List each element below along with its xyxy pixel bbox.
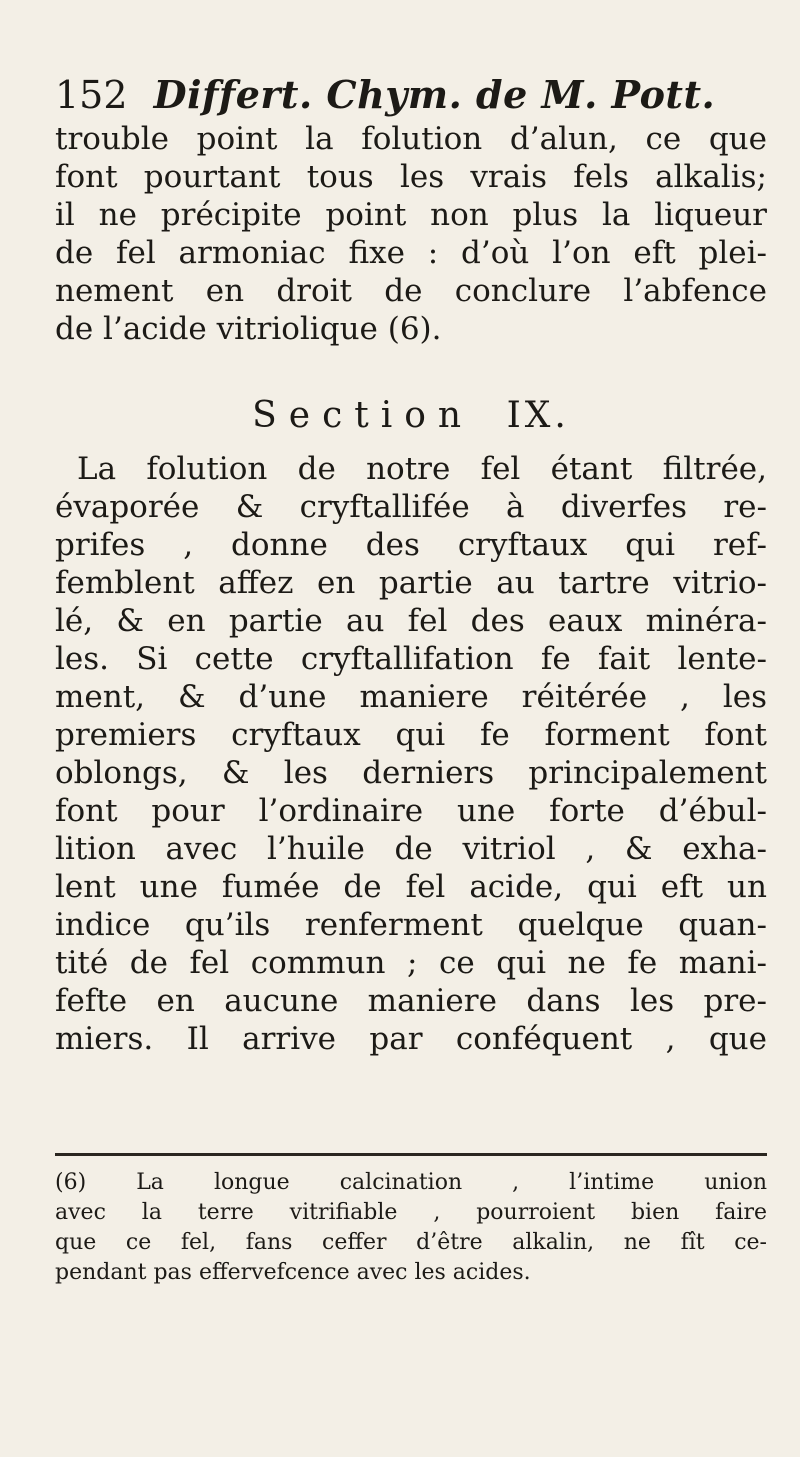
text-line: oblongs, & les derniers principalement xyxy=(55,755,767,791)
text-line: trouble point la folution d’alun, ce que xyxy=(55,121,767,157)
text-line: évaporée & cryftallifée à diverfes re- xyxy=(55,489,767,525)
text-line: miers. Il arrive par conféquent , que xyxy=(55,1021,767,1057)
text-line: lent une fumée de fel acide, qui eft un xyxy=(55,869,767,905)
text-line: nement en droit de conclure l’abfence xyxy=(55,273,767,309)
running-title: Differt. Chym. de M. Pott. xyxy=(153,72,716,117)
text-line: femblent affez en partie au tartre vitrio- xyxy=(55,565,767,601)
footnote-divider xyxy=(55,1153,767,1156)
footnote-line: (6) La longue calcination , l’intime union xyxy=(55,1170,767,1195)
footnote-line: pendant pas effervefcence avec les acides. xyxy=(55,1260,531,1285)
text-line: ment, & d’une maniere réitérée , les xyxy=(55,679,767,715)
text-line: tité de fel commun ; ce qui ne fe mani- xyxy=(55,945,767,981)
text-line: font pourtant tous les vrais fels alkalis; xyxy=(55,159,767,195)
footnote-line: que ce fel, fans ceffer d’être alkalin, ne fît ce- xyxy=(55,1230,767,1255)
page-number: 152 xyxy=(55,73,128,117)
text-line: premiers cryftaux qui fe forment font xyxy=(55,717,767,753)
text-line: de fel armoniac fixe : d’où l’on eft plei- xyxy=(55,235,767,271)
text-line: lé, & en partie au fel des eaux minéra- xyxy=(55,603,767,639)
text-line: font pour l’ordinaire une forte d’ébul- xyxy=(55,793,767,829)
text-line: lition avec l’huile de vitriol , & exha- xyxy=(55,831,767,867)
running-header xyxy=(55,72,715,118)
paragraph-1 xyxy=(55,120,767,348)
text-line: prifes , donne des cryftaux qui ref- xyxy=(55,527,767,563)
section-number: IX. xyxy=(506,395,570,436)
section-heading xyxy=(55,395,767,436)
section-label: Section xyxy=(252,395,474,436)
footnote-line: avec la terre vitrifiable , pourroient bien faire xyxy=(55,1200,767,1225)
text-line: indice qu’ils renferment quelque quan- xyxy=(55,907,767,943)
text-line: de l’acide vitriolique (6). xyxy=(55,311,442,347)
text-line: La folution de notre fel étant filtrée, xyxy=(77,451,767,487)
paragraph-2 xyxy=(55,450,767,1058)
text-line: il ne précipite point non plus la liqueur xyxy=(55,197,767,233)
text-line: les. Si cette cryftallifation fe fait lente- xyxy=(55,641,767,677)
footnote xyxy=(55,1168,767,1288)
text-line: fefte en aucune maniere dans les pre- xyxy=(55,983,767,1019)
